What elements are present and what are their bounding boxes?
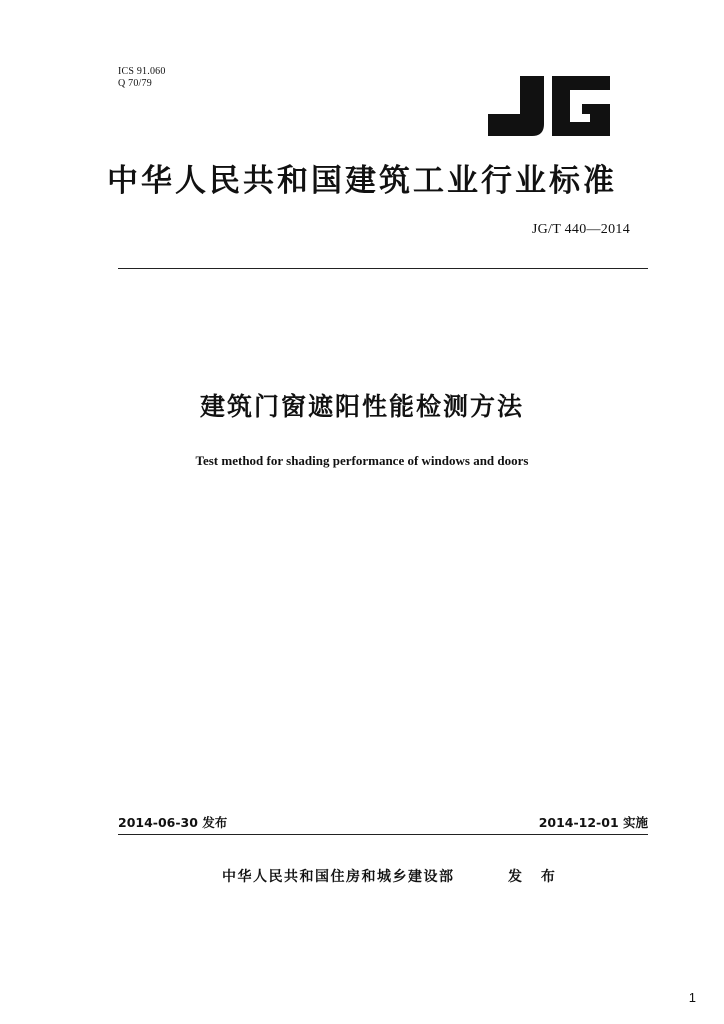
document-title-chinese: 建筑门窗遮阳性能检测方法 <box>199 392 524 421</box>
ccs-code: Q 70/79 <box>118 78 152 89</box>
publisher: 中华人民共和国住房和城乡建设部 <box>222 869 455 885</box>
jg-logo-letter-j <box>488 76 544 136</box>
jg-logo-letter-g <box>552 76 610 136</box>
ics-code: ICS 91.060 <box>118 66 166 77</box>
issue-date: 2014-06-30 发布 <box>118 815 228 830</box>
org-title: 中华人民共和国建筑工业行业标准 <box>107 163 617 199</box>
jg-logo <box>486 74 612 138</box>
implementation-date: 2014-12-01 实施 <box>538 815 648 830</box>
standard-number: JG/T 440—2014 <box>531 222 630 237</box>
top-divider <box>118 268 648 269</box>
document-title-english: Test method for shading performance of windows and doors <box>195 453 529 468</box>
classification-codes <box>118 66 166 90</box>
publish-label: 发 布 <box>508 869 562 885</box>
bottom-divider <box>118 834 648 835</box>
page-number: 1 <box>688 990 696 1005</box>
